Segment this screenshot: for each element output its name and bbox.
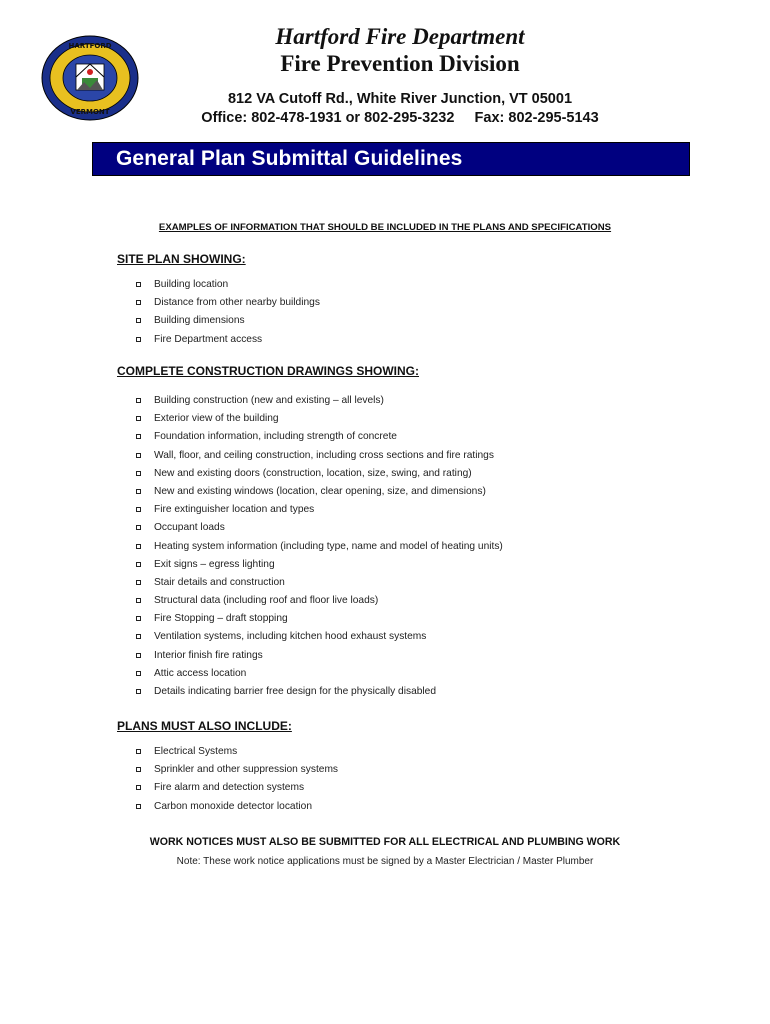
list-item <box>136 801 338 819</box>
list-item-text: Exit signs – egress lighting <box>154 558 275 570</box>
division-title: Fire Prevention Division <box>280 51 520 76</box>
checkbox-bullet-icon <box>136 616 141 621</box>
list-item-text: Exterior view of the building <box>154 413 279 425</box>
list-item <box>136 486 503 504</box>
also-include-heading: PLANS MUST ALSO INCLUDE: <box>117 719 292 733</box>
list-item <box>136 522 503 540</box>
list-item-text: Fire alarm and detection systems <box>154 782 305 794</box>
checkbox-bullet-icon <box>136 416 141 421</box>
checkbox-bullet-icon <box>136 282 141 287</box>
checkbox-bullet-icon <box>136 580 141 585</box>
site-plan-heading: SITE PLAN SHOWING: <box>117 252 246 266</box>
list-item-text: New and existing doors (construction, location, size, swing, and rating) <box>154 467 472 479</box>
list-item <box>136 686 503 704</box>
list-item-text: Building dimensions <box>154 315 245 327</box>
phone-fax-text: Office: 802-478-1931 or 802-295-3232 Fax: 802-295-5143 <box>201 110 599 126</box>
site-plan-list <box>136 279 320 352</box>
list-item-text: Ventilation systems, including kitchen hood exhaust systems <box>154 631 427 643</box>
checkbox-bullet-icon <box>136 434 141 439</box>
checkbox-bullet-icon <box>136 804 141 809</box>
checkbox-bullet-icon <box>136 525 141 530</box>
list-item-text: Carbon monoxide detector location <box>154 800 313 812</box>
list-item <box>136 504 503 522</box>
list-item <box>136 782 338 800</box>
address-line: 812 VA Cutoff Rd., White River Junction, VT 05001 <box>227 91 573 107</box>
list-item-text: New and existing windows (location, clear opening, size, and dimensions) <box>154 485 486 497</box>
checkbox-bullet-icon <box>136 398 141 403</box>
list-item <box>136 315 320 333</box>
list-item-text: Interior finish fire ratings <box>154 649 263 661</box>
list-item-text: Fire extinguisher location and types <box>154 504 315 516</box>
banner-title: General Plan Submittal Guidelines <box>116 147 463 170</box>
list-item <box>136 395 503 413</box>
list-item <box>136 613 503 631</box>
work-notice: WORK NOTICES MUST ALSO BE SUBMITTED FOR ALL ELECTRICAL AND PLUMBING WORK <box>149 836 621 848</box>
phone-fax-line <box>150 110 650 126</box>
list-item <box>136 450 503 468</box>
list-item <box>136 541 503 559</box>
list-item <box>136 650 503 668</box>
seal-text-top: HARTFORD <box>68 42 112 50</box>
list-item-text: Fire Department access <box>154 333 263 345</box>
list-item <box>136 468 503 486</box>
list-item-text: Fire Stopping – draft stopping <box>154 613 288 625</box>
checkbox-bullet-icon <box>136 471 141 476</box>
list-item <box>136 764 338 782</box>
examples-heading: EXAMPLES OF INFORMATION THAT SHOULD BE INCLUDED IN THE PLANS AND SPECIFICATIONS <box>158 222 612 233</box>
checkbox-bullet-icon <box>136 671 141 676</box>
construction-heading: COMPLETE CONSTRUCTION DRAWINGS SHOWING: <box>117 364 419 378</box>
list-item-text: Stair details and construction <box>154 576 285 588</box>
checkbox-bullet-icon <box>136 767 141 772</box>
checkbox-bullet-icon <box>136 562 141 567</box>
checkbox-bullet-icon <box>136 634 141 639</box>
list-item <box>136 334 320 352</box>
checkbox-bullet-icon <box>136 749 141 754</box>
department-title: Hartford Fire Department <box>275 24 525 49</box>
checkbox-bullet-icon <box>136 689 141 694</box>
list-item-text: Sprinkler and other suppression systems <box>154 764 339 776</box>
construction-list <box>136 395 503 704</box>
checkbox-bullet-icon <box>136 318 141 323</box>
list-item <box>136 631 503 649</box>
list-item-text: Foundation information, including strength of concrete <box>154 431 397 443</box>
list-item <box>136 577 503 595</box>
list-item <box>136 595 503 613</box>
list-item-text: Building construction (new and existing – all levels) <box>154 395 384 406</box>
list-item <box>136 279 320 297</box>
checkbox-bullet-icon <box>136 785 141 790</box>
list-item <box>136 559 503 577</box>
list-item-text: Heating system information (including type, name and model of heating units) <box>154 540 503 552</box>
checkbox-bullet-icon <box>136 653 141 658</box>
list-item-text: Occupant loads <box>154 522 225 534</box>
checkbox-bullet-icon <box>136 544 141 549</box>
list-item-text: Details indicating barrier free design for the physically disabled <box>154 686 437 697</box>
list-item <box>136 413 503 431</box>
list-item-text: Distance from other nearby buildings <box>154 297 320 309</box>
checkbox-bullet-icon <box>136 337 141 342</box>
list-item-text: Structural data (including roof and floor live loads) <box>154 595 379 607</box>
seal-text-bottom: VERMONT <box>70 108 110 116</box>
checkbox-bullet-icon <box>136 489 141 494</box>
list-item-text: Electrical Systems <box>154 746 238 757</box>
list-item <box>136 746 338 764</box>
fire-department-seal <box>40 34 140 122</box>
also-include-list <box>136 746 338 819</box>
list-item <box>136 297 320 315</box>
work-notice-note: Note: These work notice applications must be signed by a Master Electrician / Master Plumber <box>176 856 594 867</box>
list-item-text: Wall, floor, and ceiling construction, including cross sections and fire ratings <box>154 449 494 461</box>
checkbox-bullet-icon <box>136 598 141 603</box>
list-item-text: Building location <box>154 279 229 290</box>
list-item <box>136 431 503 449</box>
checkbox-bullet-icon <box>136 507 141 512</box>
list-item <box>136 668 503 686</box>
checkbox-bullet-icon <box>136 453 141 458</box>
checkbox-bullet-icon <box>136 300 141 305</box>
list-item-text: Attic access location <box>154 667 247 679</box>
